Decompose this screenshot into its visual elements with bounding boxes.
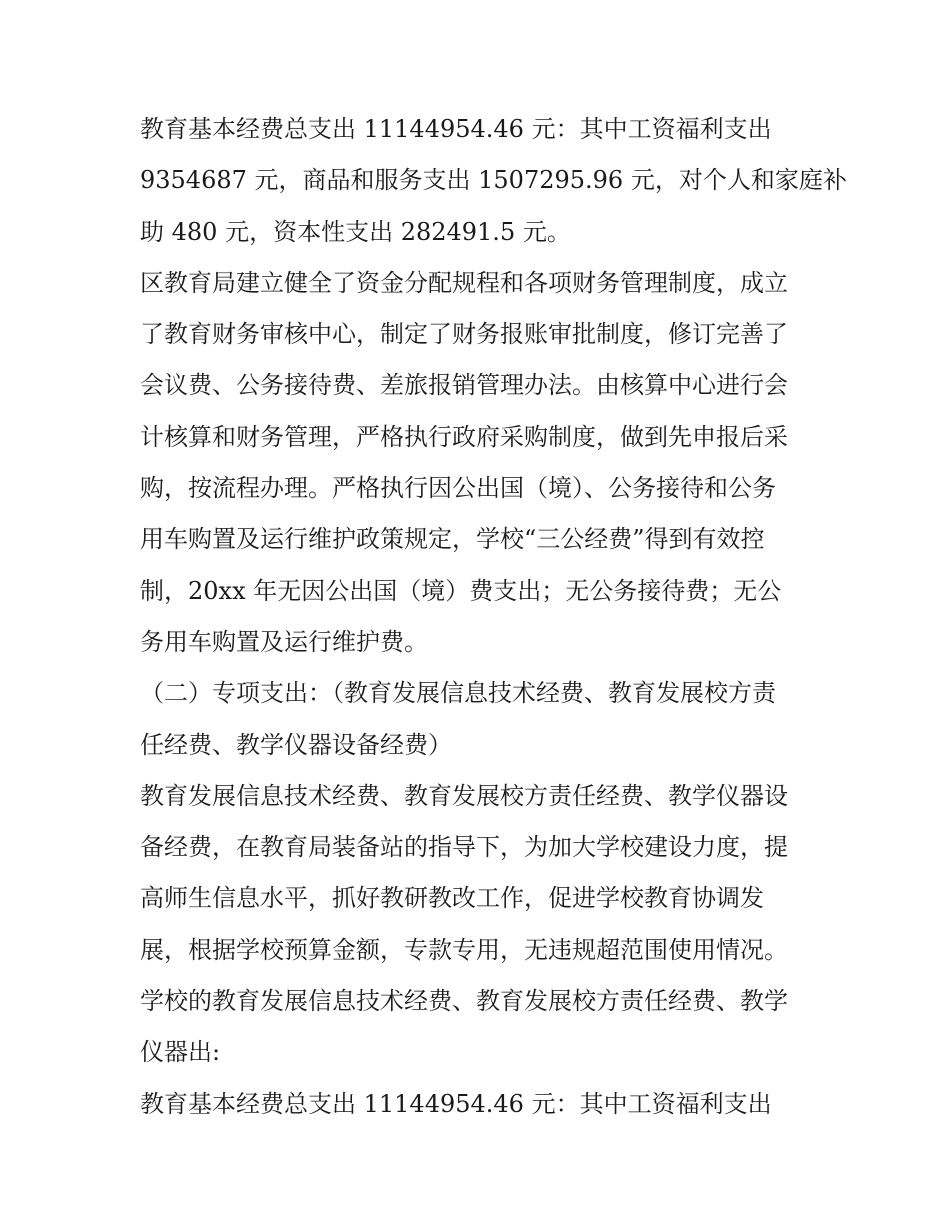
text-line-15: 备经费，在教育局装备站的指导下，为加大学校建设力度，提 — [140, 833, 788, 862]
text-line-5: 了教育财务审核中心，制定了财务报账审批制度，修订完善了 — [140, 320, 788, 349]
text-line-8: 购，按流程办理。严格执行因公出国（境）、公务接待和公务 — [140, 474, 776, 503]
text-line-20: 教育基本经费总支出 11144954.46 元：其中工资福利支出 — [140, 1089, 772, 1118]
text-line-6: 会议费、公务接待费、差旅报销管理办法。由核算中心进行会 — [140, 371, 788, 400]
text-line-17: 展，根据学校预算金额，专款专用，无违规超范围使用情况。 — [140, 935, 788, 964]
text-line-19: 仪器出: — [140, 1038, 221, 1067]
text-line-11: 务用车购置及运行维护费。 — [140, 627, 428, 656]
text-line-7: 计核算和财务管理，严格执行政府采购制度，做到先申报后采 — [140, 422, 788, 451]
text-line-2: 9354687 元，商品和服务支出 1507295.96 元，对个人和家庭补 — [140, 166, 847, 195]
section-heading-line-1: （二）专项支出：（教育发展信息技术经费、教育发展校方责 — [140, 679, 776, 708]
text-line-4: 区教育局建立健全了资金分配规程和各项财务管理制度，成立 — [140, 268, 788, 297]
document-body — [140, 104, 847, 1130]
text-line-18: 学校的教育发展信息技术经费、教育发展校方责任经费、教学 — [140, 987, 788, 1016]
section-heading-line-2: 任经费、教学仪器设备经费） — [140, 730, 452, 759]
text-line-3: 助 480 元，资本性支出 282491.5 元。 — [140, 217, 571, 246]
text-line-16: 高师生信息水平，抓好教研教改工作，促进学校教育协调发 — [140, 884, 764, 913]
text-line-10: 制，20xx 年无因公出国（境）费支出；无公务接待费；无公 — [140, 576, 782, 605]
text-line-14: 教育发展信息技术经费、教育发展校方责任经费、教学仪器设 — [140, 781, 788, 810]
text-line-1: 教育基本经费总支出 11144954.46 元：其中工资福利支出 — [140, 115, 772, 143]
text-line-9: 用车购置及运行维护政策规定，学校“三公经费”得到有效控 — [140, 525, 765, 554]
